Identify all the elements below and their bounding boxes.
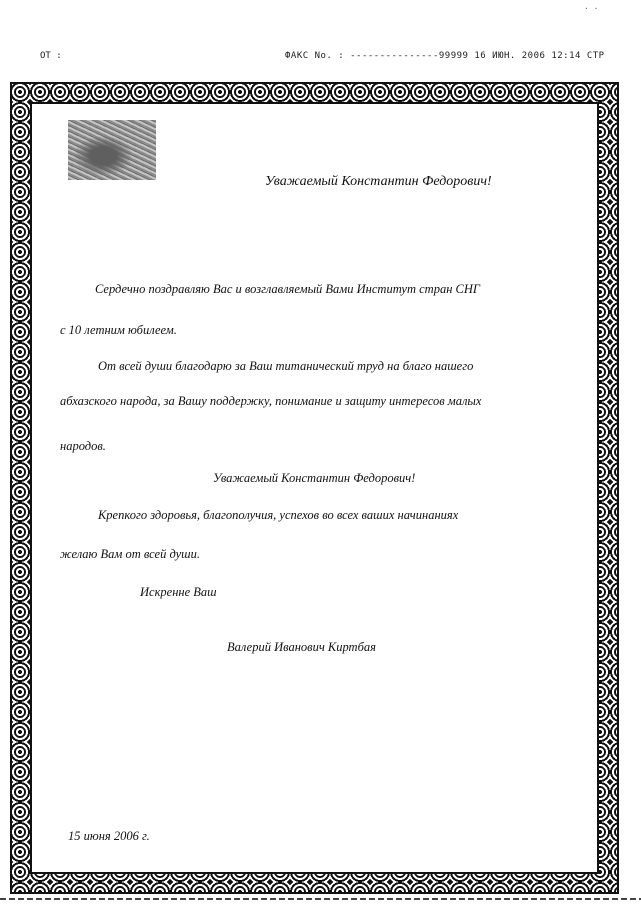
closing: Искренне Ваш [140, 585, 217, 599]
signature: Валерий Иванович Киртбая [227, 640, 376, 654]
salutation-mid: Уважаемый Константин Федорович! [213, 471, 416, 485]
letter-date: 15 июня 2006 г. [68, 829, 150, 843]
paragraph1-line2: с 10 летним юбилеем. [60, 323, 177, 337]
paragraph3-line2: желаю Вам от всей души. [60, 547, 200, 561]
paragraph1-line1: Сердечно поздравляю Вас и возглавляемый Вами Институт стран СНГ [95, 282, 480, 296]
corner-mark: · · [584, 4, 599, 13]
paragraph2-line2: абхазского народа, за Вашу поддержку, понимание и защиту интересов малых [60, 394, 482, 408]
paragraph3-line1: Крепкого здоровья, благополучия, успехов во всех ваших начинаниях [98, 508, 459, 522]
emblem-icon [68, 120, 156, 180]
salutation-top: Уважаемый Константин Федорович! [265, 174, 492, 189]
letter-page [30, 102, 599, 874]
fax-from-label: OT : [40, 51, 62, 61]
fax-bottom-rule [0, 898, 641, 900]
fax-number-line: ФАКС No. : ---------------99999 16 ИЮН. 2006 12:14 CTP [285, 51, 605, 61]
ornamental-border [10, 82, 619, 894]
paragraph2-line1: От всей души благодарю за Ваш титанический труд на благо нашего [98, 359, 474, 373]
paragraph2-line3: народов. [60, 439, 106, 453]
fax-header [0, 47, 641, 67]
